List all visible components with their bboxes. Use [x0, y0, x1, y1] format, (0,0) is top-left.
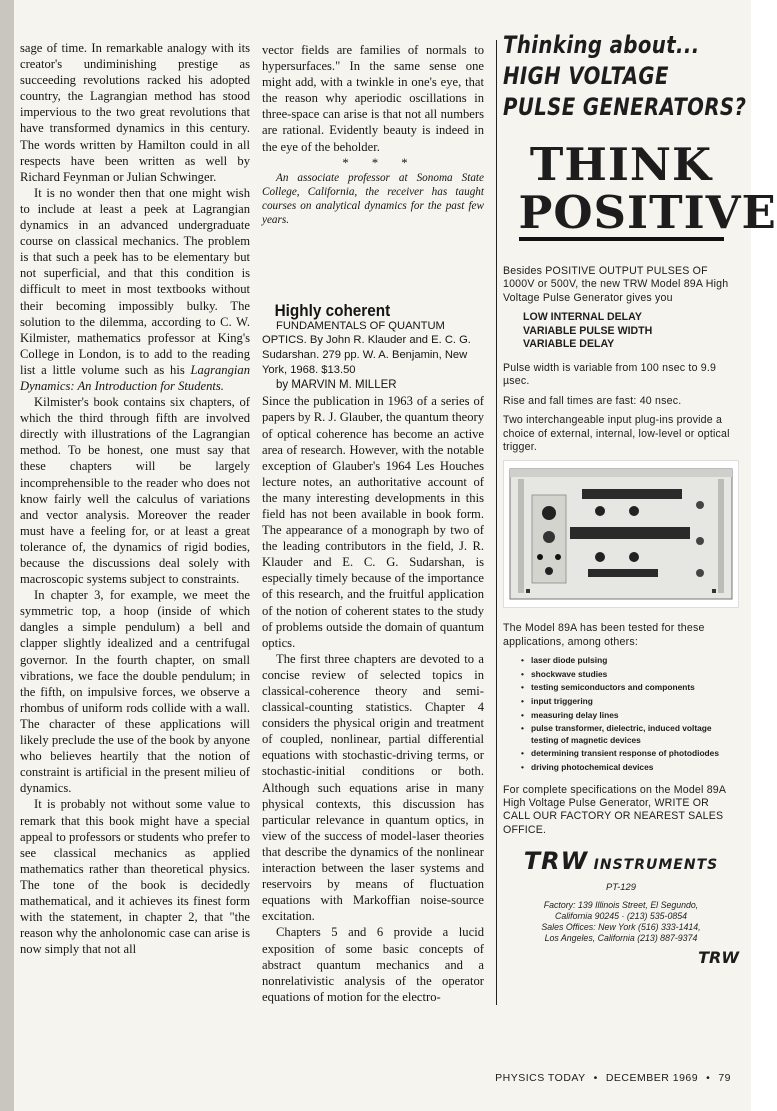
ad-address — [503, 900, 739, 944]
article-column-1 — [20, 40, 250, 957]
ad-application: • laser diode pulsing — [521, 655, 739, 667]
trw-corner-logo: TRW — [698, 948, 739, 968]
ad-application: • driving photochemical devices — [521, 762, 739, 774]
col2-paragraph-1: Since the publication in 1963 of a series of papers by R. J. Glauber, the quantum theory of optical coherence has become an active area of research. However, with the notable exception of Glauber's 1964 Les Houches lecture notes, an authoritative account of the many interesting developments in this field has not been available in book form. The appearance of a monograph by two of the leading contributors in the field, J. R. Klauder and E. C. G. Sudarshan, is especially timely because of the importance of this research, and the fruitful application of the notion of coherent states to the study of problems outside the domain of quantum optics. — [262, 394, 484, 650]
ad-call-to-action: For complete specifications on the Model 89A High Voltage Pulse Generator, WRITE OR CALL OUR FACTORY OR NEAREST SALES OFFICE. — [503, 783, 726, 836]
journal-name: PHYSICS TODAY — [495, 1072, 586, 1084]
ad-rise-time: Rise and fall times are fast: 40 nsec. — [503, 394, 682, 407]
col2-paragraph-2: The first three chapters are devoted to a concise review of selected topics in classical-coherence theory and semi-classical-counting statistics. Chapter 4 considers the physical origin and treatment of coupled, nonlinear, partial differential equations with stochastic-driving terms, or stochastic-initial conditions or both. Although such equations arise in many physical contexts, this discussion has particular relevance in quantum optics, in view of the success of model-laser theories that describe the dynamics of the nonlinear interaction between the laser systems and reservoirs by means of fluctuation equations with Markoffian noise-source excitation. — [262, 651, 484, 924]
page-footer — [495, 1072, 731, 1084]
col2-paragraph-3: Chapters 5 and 6 provide a lucid exposition of some basic concepts of abstract quantum mechanics and a nonrelativistic analysis of the operator equations of motion for the electro- — [262, 925, 484, 1004]
scan-edge-shadow — [0, 0, 14, 1111]
col1-paragraph-2-text: It is no wonder then that one might wish to include at least a peek at Lagrangian dynamics in an advanced undergraduate course on classical mechanics. The problem is that such a peek has to be elementary but not superficial, and that this condition is difficult to meet in most textbooks without their becoming impossibly bulky. The solution to the dilemma, according to C. W. Kilmister, mathematics professor at King's College in London, is to add to the reading list a little volume such as his — [20, 185, 250, 377]
ad-divider — [496, 40, 497, 1005]
trw-brand: TRW — [523, 847, 589, 876]
col2-continuation: vector fields are families of normals to hypersurfaces." In the same sense one might add, with a twinkle in one's eye, that the reason why aperiodic oscillations in three-space can arise is that not all numbers are rational. Evidently beauty is indeed in the eye of the beholder. — [262, 43, 484, 154]
col1-paragraph-5: It is probably not without some value to remark that this book might have a special appeal to professors or students who prefer to see classical mechanics as applied mathematics rather than theoretical physics. The tone of the book is decidedly mathematical, and it achieves its finest form with the statement, in chapter 2, that "the reason why the anholonomic case can arise is now simply that not all — [20, 797, 250, 957]
footer-separator: • — [706, 1072, 711, 1084]
ad-address-line: Sales Offices: New York (516) 333-1414, — [541, 922, 701, 933]
footer-separator: • — [593, 1072, 598, 1084]
reviewer-bio: An associate professor at Sonoma State College, California, the receiver has taught courses on analytical dynamics for the past few years. — [262, 171, 484, 226]
ad-application: • shockwave studies — [521, 669, 739, 681]
issue-date: DECEMBER 1969 — [605, 1072, 699, 1084]
col1-paragraph-2 — [20, 185, 250, 394]
ad-feature: LOW INTERNAL DELAY — [523, 311, 642, 324]
ad-address-line: California 90245 · (213) 535-0854 — [554, 911, 688, 922]
review-title: Highly coherent — [274, 300, 391, 320]
ad-think: THINK — [529, 138, 713, 191]
ad-application-list — [521, 655, 739, 773]
section-stars: * * * — [342, 155, 418, 170]
ad-intro: Besides POSITIVE OUTPUT PULSES OF 1000V or 500V, the new TRW Model 89A High Voltage Pulse Generator gives you — [503, 265, 729, 304]
trw-instruments-logo — [503, 847, 739, 875]
trw-advertisement — [503, 30, 777, 968]
col1-paragraph-1: sage of time. In remarkable analogy with its creator's undiminishing prestige as succeeding revolutions racked his adopted country, the Lagrangian method has stood impervious to the two great revolutions that have transformed dynamics in this century. The words written by Hamilton could in all respects have been written as well by Richard Feynman or Julian Schwinger. — [20, 41, 250, 184]
ad-pulse-width: Pulse width is variable from 100 nsec to 9.9 µsec. — [503, 362, 717, 388]
book-title: Lagrangian Dynamics: An Introduction for Students. — [20, 362, 250, 393]
ad-feature: VARIABLE PULSE WIDTH — [523, 324, 653, 337]
ad-application: • testing semiconductors and components — [521, 682, 739, 694]
ad-application: • measuring delay lines — [521, 710, 739, 722]
ad-feature: VARIABLE DELAY — [523, 338, 615, 351]
trw-division: INSTRUMENTS — [593, 857, 719, 874]
ad-address-line: Factory: 139 Illinois Street, El Segundo, — [543, 900, 699, 911]
ad-code: PT-129 — [606, 881, 636, 893]
ad-application: • input triggering — [521, 696, 739, 708]
ad-application: • pulse transformer, dielectric, induced voltage testing of magnetic devices — [521, 723, 739, 746]
ad-application: • determining transient response of photodiodes — [521, 748, 739, 760]
ad-headline-line-2: HIGH VOLTAGE — [503, 62, 669, 90]
article-column-2 — [262, 42, 484, 1005]
col1-paragraph-3: Kilmister's book contains six chapters, of which the third through fifth are involved directly with illustrations of the Lagrangian method. To be honest, one must say that these chapters will be largely incomprehensible to the reader who does not know fairly well the calculus of variations and vector analysis. Moreover the reader must have a feeling for, or at least a great tolerance of, the dynamics of rigid bodies, because the discussions deal solely with macroscopic systems subject to constraints. — [20, 395, 250, 587]
page-number: 79 — [718, 1072, 731, 1084]
ad-feature-list — [523, 311, 739, 352]
pulse-generator-illustration — [504, 461, 738, 607]
pulse-generator-photo — [503, 460, 739, 608]
ad-plugins: Two interchangeable input plug-ins provide a choice of external, internal, low-level or optical trigger. — [503, 414, 730, 454]
ad-headline-line-3: PULSE GENERATORS? — [503, 93, 747, 121]
ad-positive: POSITIVE — [518, 186, 777, 239]
ad-address-line: Los Angeles, California (213) 887-9374 — [544, 933, 698, 944]
col1-paragraph-4: In chapter 3, for example, we meet the symmetric top, a hoop (inside of which dangles a simple pendulum) a bell and clapper slightly idealized and a centrifugal governor. In the fourth chapter, on small vibrations, we face the double pendulum; in the fifth, on impulsive forces, we observe a rhombus of uniform rods collide with a wall. The character of these applications will likely preclude the use of the book by anyone who believes heartily that the notion of constraint is artificial in the present milieu of dynamics. — [20, 588, 250, 796]
ad-tested-intro: The Model 89A has been tested for these applications, among others: — [503, 622, 705, 648]
ad-headline-line-1: Thinking about... — [503, 31, 700, 59]
review-byline: by MARVIN M. MILLER — [276, 379, 397, 392]
book-citation: FUNDAMENTALS OF QUANTUM OPTICS. By John R. Klauder and E. C. G. Sudarshan. 279 pp. W. A. Benjamin, New York, 1968. $13.50 — [262, 319, 471, 376]
